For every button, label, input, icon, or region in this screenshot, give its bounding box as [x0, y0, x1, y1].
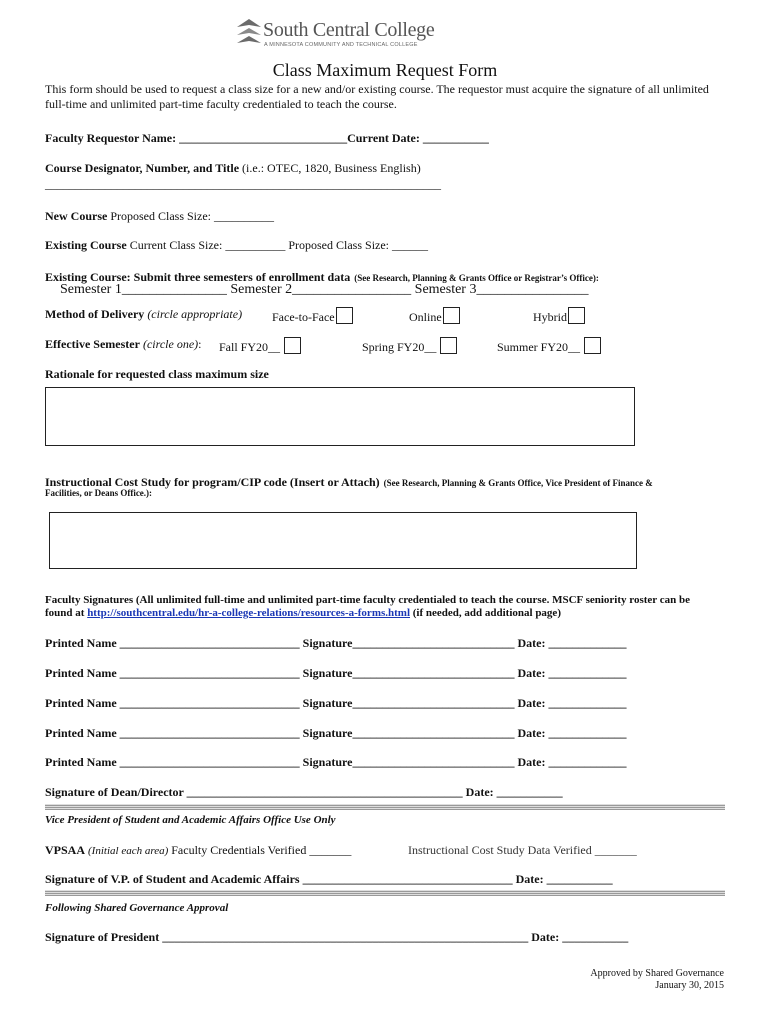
vp-date-label: Date	[515, 872, 540, 886]
faculty-requestor-row	[45, 131, 489, 146]
president-signature-field[interactable]: _____________________________________________________________	[162, 930, 529, 944]
vp-signature-field[interactable]: ___________________________________	[302, 872, 513, 886]
cost-study-textbox[interactable]	[49, 512, 637, 569]
delivery-hint: (circle appropriate)	[147, 307, 243, 321]
delivery-label-row	[45, 307, 242, 322]
signatures-intro-pre: found at	[45, 607, 85, 619]
delivery-label: Method of Delivery	[45, 307, 145, 321]
signature-row	[45, 696, 626, 711]
rationale-textbox[interactable]	[45, 387, 635, 446]
checkbox[interactable]	[443, 307, 460, 324]
signatures-intro-cont	[45, 607, 561, 619]
faculty-requestor-label: Faculty Requestor Name:	[45, 131, 177, 145]
signature-field[interactable]: Signature___________________________	[302, 726, 515, 740]
dean-label: Signature of Dean/Director	[45, 785, 184, 799]
date-field[interactable]: Date: _____________	[517, 755, 627, 769]
delivery-option-label: Online	[409, 310, 442, 324]
enrollment-label: Existing Course: Submit three semesters of enrollment data	[45, 270, 351, 284]
effective-hint: (circle one)	[142, 337, 199, 351]
signature-field[interactable]: Signature___________________________	[302, 666, 515, 680]
enrollment-note: (See Research, Planning & Grants Office or Registrar’s Office):	[354, 273, 599, 283]
checkbox[interactable]	[568, 307, 585, 324]
date-field[interactable]: Date: _____________	[517, 696, 627, 710]
delivery-option-label: Face-to-Face	[272, 310, 335, 324]
effective-option-label: Fall FY20__	[219, 340, 281, 354]
checkbox[interactable]	[584, 337, 601, 354]
vp-signature-label: Signature of V.P. of Student and Academic Affairs	[45, 872, 300, 886]
faculty-requestor-name-field[interactable]: ____________________________	[179, 131, 348, 145]
roster-link[interactable]: http://southcentral.edu/hr-a-college-relations/resources-a-forms.html	[87, 607, 411, 619]
cost-study-verified-field[interactable]: Instructional Cost Study Data Verified _______	[408, 843, 637, 857]
printed-name-field[interactable]: Printed Name ______________________________	[45, 636, 300, 650]
new-course-label: New Course	[45, 209, 108, 223]
printed-name-field[interactable]: Printed Name ______________________________	[45, 696, 300, 710]
effective-option-label: Summer FY20__	[497, 340, 581, 354]
existing-course-proposed-size-field[interactable]: Proposed Class Size: ______	[288, 238, 429, 252]
dean-date-field[interactable]: Date: ___________	[465, 785, 563, 799]
president-heading: Following Shared Governance Approval	[45, 902, 229, 914]
vp-office-heading: Vice President of Student and Academic Affairs Office Use Only	[45, 814, 336, 826]
intro-text: This form should be used to request a class size for a new and/or existing course. The requestor must acquire the signature of all unlimited full-time and unlimited part-time faculty credentialed to teach the course.	[45, 82, 709, 111]
signature-row	[45, 636, 626, 651]
president-label: Signature of President	[45, 930, 160, 944]
faculty-credentials-field[interactable]: Faculty Credentials Verified _______	[171, 843, 352, 857]
checkbox[interactable]	[336, 307, 353, 324]
signature-field[interactable]: Signature___________________________	[302, 636, 515, 650]
delivery-option-label: Hybrid	[533, 310, 567, 324]
vp-signature-row	[45, 872, 613, 887]
college-name: South Central College	[263, 19, 435, 41]
delivery-option-face-to-face[interactable]	[272, 307, 353, 325]
effective-option-spring[interactable]	[362, 337, 457, 355]
cost-study-note-cont: Facilities, or Deans Office.):	[45, 488, 153, 498]
semester-2-field[interactable]: Semester 2_________________	[230, 282, 412, 297]
delivery-option-hybrid[interactable]	[533, 307, 585, 325]
college-logo-mark-icon	[236, 18, 262, 48]
cost-study-note: (See Research, Planning & Grants Office, Vice President of Finance &	[383, 478, 653, 488]
printed-name-field[interactable]: Printed Name ______________________________	[45, 755, 300, 769]
semester-3-field[interactable]: Semester 3________________	[414, 282, 589, 297]
printed-name-field[interactable]: Printed Name ______________________________	[45, 726, 300, 740]
signature-row	[45, 726, 626, 741]
college-tagline: A MINNESOTA COMMUNITY AND TECHNICAL COLLEGE	[264, 42, 418, 48]
semester-row	[60, 282, 588, 298]
dean-row	[45, 785, 563, 800]
effective-option-summer[interactable]	[497, 337, 601, 355]
vpsaa-hint: (Initial each area)	[88, 845, 169, 857]
page-title: Class Maximum Request Form	[272, 60, 498, 80]
effective-label-row	[45, 337, 202, 352]
course-hint: (i.e.: OTEC, 1820, Business English)	[242, 161, 421, 175]
footer-approval: Approved by Shared Governance	[590, 968, 724, 979]
dean-signature-field[interactable]: ______________________________________________	[186, 785, 463, 799]
vpsaa-label: VPSAA	[45, 843, 86, 857]
current-date-label: Current Date:	[347, 131, 420, 145]
course-row	[45, 161, 421, 176]
course-label: Course Designator, Number, and Title	[45, 161, 240, 175]
signature-row	[45, 755, 626, 770]
effective-label: Effective Semester	[45, 337, 140, 351]
president-date-label: Date	[531, 930, 556, 944]
effective-colon: :	[198, 337, 202, 351]
section-divider	[45, 804, 725, 810]
vp-date-field[interactable]: : ___________	[539, 872, 613, 886]
signatures-intro-post: (if needed, add additional page)	[412, 607, 561, 619]
current-date-field[interactable]: ___________	[422, 131, 489, 145]
effective-option-label: Spring FY20__	[362, 340, 437, 354]
signature-field[interactable]: Signature___________________________	[302, 696, 515, 710]
date-field[interactable]: Date: _____________	[517, 636, 627, 650]
date-field[interactable]: Date: _____________	[517, 726, 627, 740]
president-row	[45, 930, 628, 945]
printed-name-field[interactable]: Printed Name ______________________________	[45, 666, 300, 680]
date-field[interactable]: Date: _____________	[517, 666, 627, 680]
signature-field[interactable]: Signature___________________________	[302, 755, 515, 769]
checkbox[interactable]	[284, 337, 301, 354]
new-course-proposed-size-field[interactable]: Proposed Class Size: __________	[110, 209, 274, 223]
existing-course-current-size-field[interactable]: Current Class Size: __________	[129, 238, 286, 252]
new-course-row	[45, 209, 274, 224]
effective-option-fall[interactable]	[219, 337, 301, 355]
existing-course-row	[45, 238, 428, 253]
existing-course-label: Existing Course	[45, 238, 127, 252]
president-date-field[interactable]: : ___________	[555, 930, 629, 944]
signatures-intro: Faculty Signatures (All unlimited full-time and unlimited part-time faculty credentialed to teach the course. MSCF seniority roster can be	[45, 594, 690, 606]
semester-1-field[interactable]: Semester 1_______________	[60, 282, 227, 297]
section-divider	[45, 890, 725, 896]
delivery-option-online[interactable]	[409, 307, 460, 325]
signature-row	[45, 666, 626, 681]
footer-date: January 30, 2015	[655, 980, 724, 991]
checkbox[interactable]	[440, 337, 457, 354]
footer	[590, 968, 724, 992]
course-field[interactable]: __________________________________________________________________	[45, 177, 441, 191]
cost-study-label: Instructional Cost Study for program/CIP code (Insert or Attach)	[45, 475, 380, 489]
vpsaa-row	[45, 843, 351, 858]
rationale-label: Rationale for requested class maximum size	[45, 367, 269, 381]
